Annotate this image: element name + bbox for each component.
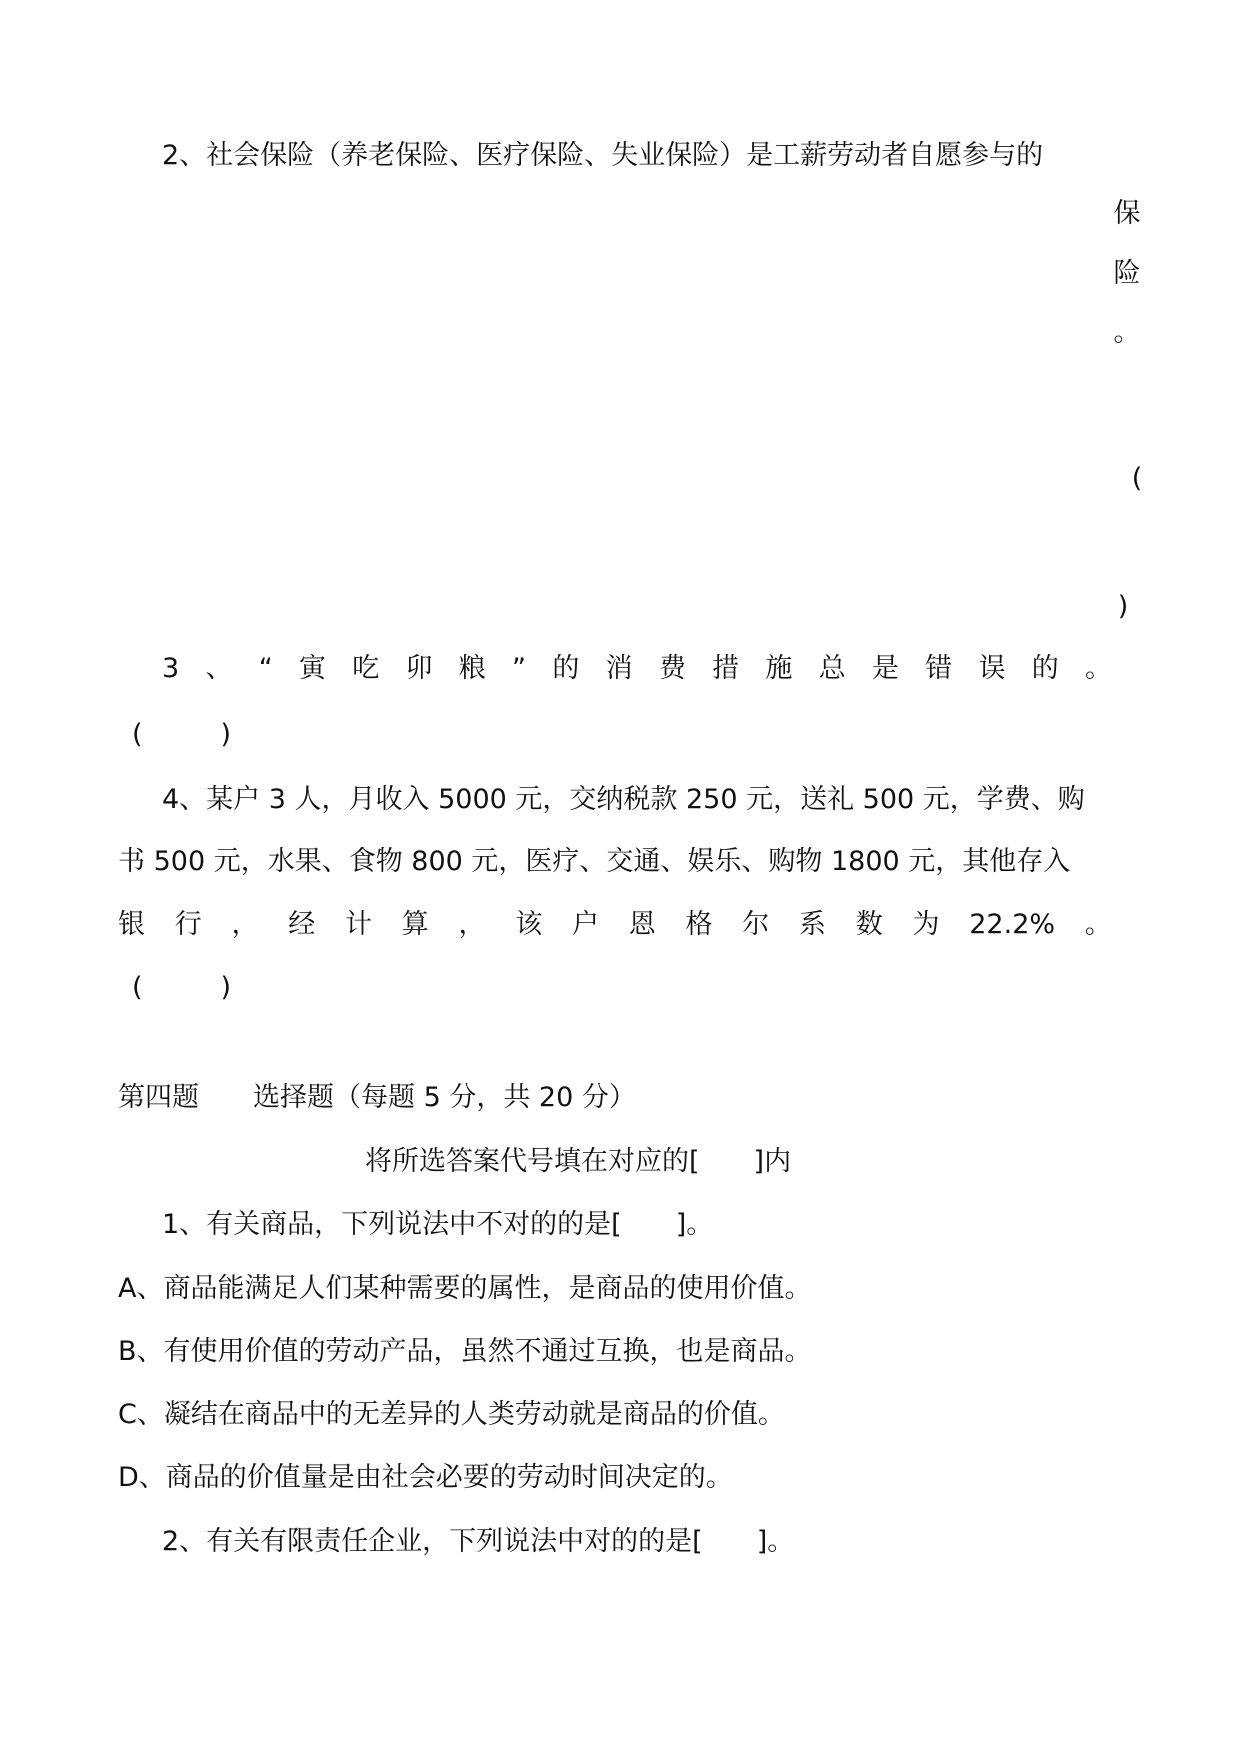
tf-q2-wrap-char-2: 险 bbox=[1113, 258, 1141, 289]
tf-q4-token: 22.2% bbox=[969, 909, 1056, 940]
tf-q4-token: 数 bbox=[855, 909, 883, 940]
tf-q4-line-2: 书 500 元，水果、食物 800 元，医疗、交通、娱乐、购物 1800 元，其他存入 bbox=[118, 846, 1071, 877]
mc-q2-stem: 2、有关有限责任企业，下列说法中对的的是[ ]。 bbox=[162, 1526, 795, 1557]
tf-q4-token: ， bbox=[458, 909, 486, 940]
tf-q4-token: 。 bbox=[1084, 909, 1112, 940]
tf-q3-answer-paren: ( ) bbox=[132, 719, 240, 750]
tf-q3-char: 是 bbox=[871, 653, 899, 684]
tf-q4-token: 格 bbox=[685, 909, 713, 940]
tf-q4-token: 户 bbox=[572, 909, 599, 940]
tf-q4-token: 恩 bbox=[628, 909, 656, 940]
mc-q1-option-a: A、商品能满足人们某种需要的属性，是商品的使用价值。 bbox=[118, 1273, 812, 1304]
mc-q1-option-d: D、商品的价值量是由社会必要的劳动时间决定的。 bbox=[118, 1462, 733, 1493]
tf-q4-answer-paren: ( ) bbox=[132, 972, 240, 1003]
tf-q4-token: 行 bbox=[174, 909, 202, 940]
tf-q4-line-1: 4、某户 3 人，月收入 5000 元，交纳税款 250 元，送礼 500 元，学费、购 bbox=[162, 784, 1085, 815]
tf-q3-char: 、 bbox=[205, 653, 233, 684]
tf-q4-token: 算 bbox=[401, 909, 429, 940]
tf-q3-char: 施 bbox=[765, 653, 793, 684]
tf-q3-char: “ bbox=[258, 653, 273, 684]
tf-q4-token: 尔 bbox=[742, 909, 770, 940]
tf-q3-char: 。 bbox=[1084, 653, 1112, 684]
tf-q3-char: ” bbox=[512, 653, 527, 684]
mc-q1-option-b: B、有使用价值的劳动产品，虽然不通过互换，也是商品。 bbox=[118, 1336, 812, 1367]
tf-q3-text bbox=[162, 652, 1112, 686]
tf-q4-token: 系 bbox=[799, 909, 826, 940]
tf-q4-line-3 bbox=[118, 908, 1112, 942]
tf-q3-char: 寅 bbox=[298, 653, 326, 684]
mc-q1-option-c: C、凝结在商品中的无差异的人类劳动就是商品的价值。 bbox=[118, 1399, 785, 1430]
mc-q1-stem: 1、有关商品，下列说法中不对的的是[ ]。 bbox=[162, 1209, 714, 1240]
tf-q3-char: 粮 bbox=[458, 653, 486, 684]
tf-q4-token: 该 bbox=[515, 909, 543, 940]
tf-q3-char: 3 bbox=[162, 653, 180, 684]
tf-q2-answer-paren-close: ) bbox=[1117, 591, 1129, 622]
tf-q4-token: 经 bbox=[288, 909, 316, 940]
tf-q4-token: ， bbox=[231, 909, 259, 940]
section-instruction: 将所选答案代号填在对应的[ ]内 bbox=[365, 1146, 792, 1177]
section-heading: 第四题 选择题（每题 5 分，共 20 分） bbox=[118, 1082, 636, 1113]
tf-q3-char: 吃 bbox=[352, 653, 380, 684]
tf-q3-char: 消 bbox=[605, 653, 633, 684]
tf-q4-token: 为 bbox=[912, 909, 940, 940]
tf-q2-text: 2、社会保险（养老保险、医疗保险、失业保险）是工薪劳动者自愿参与的 bbox=[162, 140, 1044, 171]
tf-q2-answer-paren-open: ( bbox=[1131, 463, 1143, 494]
tf-q4-token: 计 bbox=[345, 909, 372, 940]
tf-q2-wrap-char-1: 保 bbox=[1113, 198, 1141, 229]
tf-q3-char: 误 bbox=[978, 653, 1006, 684]
tf-q3-char: 总 bbox=[818, 653, 846, 684]
tf-q4-token: 银 bbox=[118, 909, 145, 940]
tf-q3-char: 错 bbox=[925, 653, 953, 684]
tf-q3-char: 措 bbox=[712, 653, 740, 684]
tf-q2-wrap-char-3: 。 bbox=[1113, 317, 1141, 348]
tf-q3-char: 的 bbox=[552, 653, 580, 684]
tf-q3-char: 的 bbox=[1031, 653, 1059, 684]
tf-q3-char: 费 bbox=[658, 653, 686, 684]
tf-q3-char: 卯 bbox=[405, 653, 433, 684]
